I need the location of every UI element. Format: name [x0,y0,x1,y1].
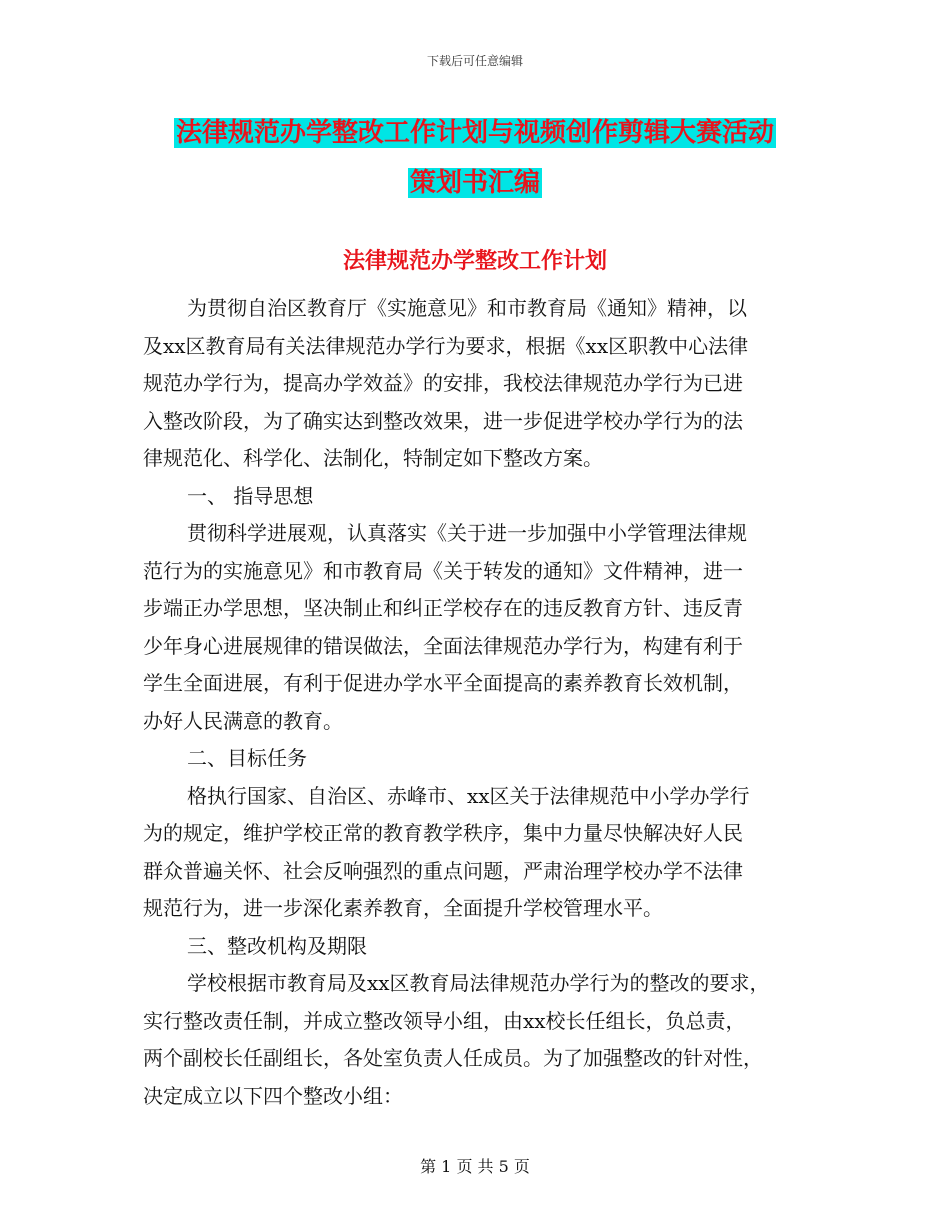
section-title: 法律规范办学整改工作计划 [342,249,607,274]
document-title-line-2: 策划书汇编 [409,168,540,198]
body-line: 格执行国家、自治区、赤峰市、xx区关于法律规范中小学办学行 [187,783,750,808]
body-line: 贯彻科学进展观，认真落实《关于进一步加强中小学管理法律规 [187,521,747,545]
body-line: 实行整改责任制，并成立整改领导小组，由xx校长任组长，负总责， [143,1008,746,1033]
body-line: 决定成立以下四个整改小组： [143,1083,403,1108]
body-line: 学校根据市教育局及xx区教育局法律规范办学行为的整改的要求， [187,971,770,995]
body-line: 两个副校长任副组长，各处室负责人任成员。为了加强整改的针对性， [143,1046,763,1070]
body-line: 少年身心进展规律的错误做法，全面法律规范办学行为，构建有利于 [143,633,743,658]
body-line: 为贯彻自治区教育厅《实施意见》和市教育局《通知》精神，以 [187,296,747,320]
document-title-line-1: 法律规范办学整改工作计划与视频创作剪辑大赛活动 [175,118,774,148]
body-line: 为的规定，维护学校正常的教育教学秩序，集中力量尽快解决好人民 [143,821,743,845]
document-title [0,108,950,208]
body-line: 二、目标任务 [187,746,307,770]
body-line: 入整改阶段，为了确实达到整改效果，进一步促进学校办学行为的法 [143,408,743,433]
body-line: 三、整改机构及期限 [187,933,367,958]
body-line: 范行为的实施意见》和市教育局《关于转发的通知》文件精神，进一 [143,558,743,583]
page-footer-number: 第 1 页 共 5 页 [420,1157,530,1176]
body-line: 步端正办学思想，坚决制止和纠正学校存在的违反教育方针、违反青 [143,596,743,620]
body-line: 规范行为，进一步深化素养教育，全面提升学校管理水平。 [143,896,663,920]
body-line: 及xx区教育局有关法律规范办学行为要求，根据《xx区职教中心法律 [143,333,749,358]
body-text [143,290,823,1115]
body-line: 一、 指导思想 [187,483,314,508]
body-line: 办好人民满意的教育。 [143,708,343,733]
page-header-note: 下载后可任意编辑 [426,54,523,68]
body-line: 群众普遍关怀、社会反响强烈的重点问题，严肃治理学校办学不法律 [143,858,743,883]
body-line: 律规范化、科学化、法制化，特制定如下整改方案。 [143,446,603,470]
body-line: 规范办学行为，提高办学效益》的安排，我校法律规范办学行为已进 [143,371,743,395]
body-line: 学生全面进展，有利于促进办学水平全面提高的素养教育长效机制， [143,671,743,695]
